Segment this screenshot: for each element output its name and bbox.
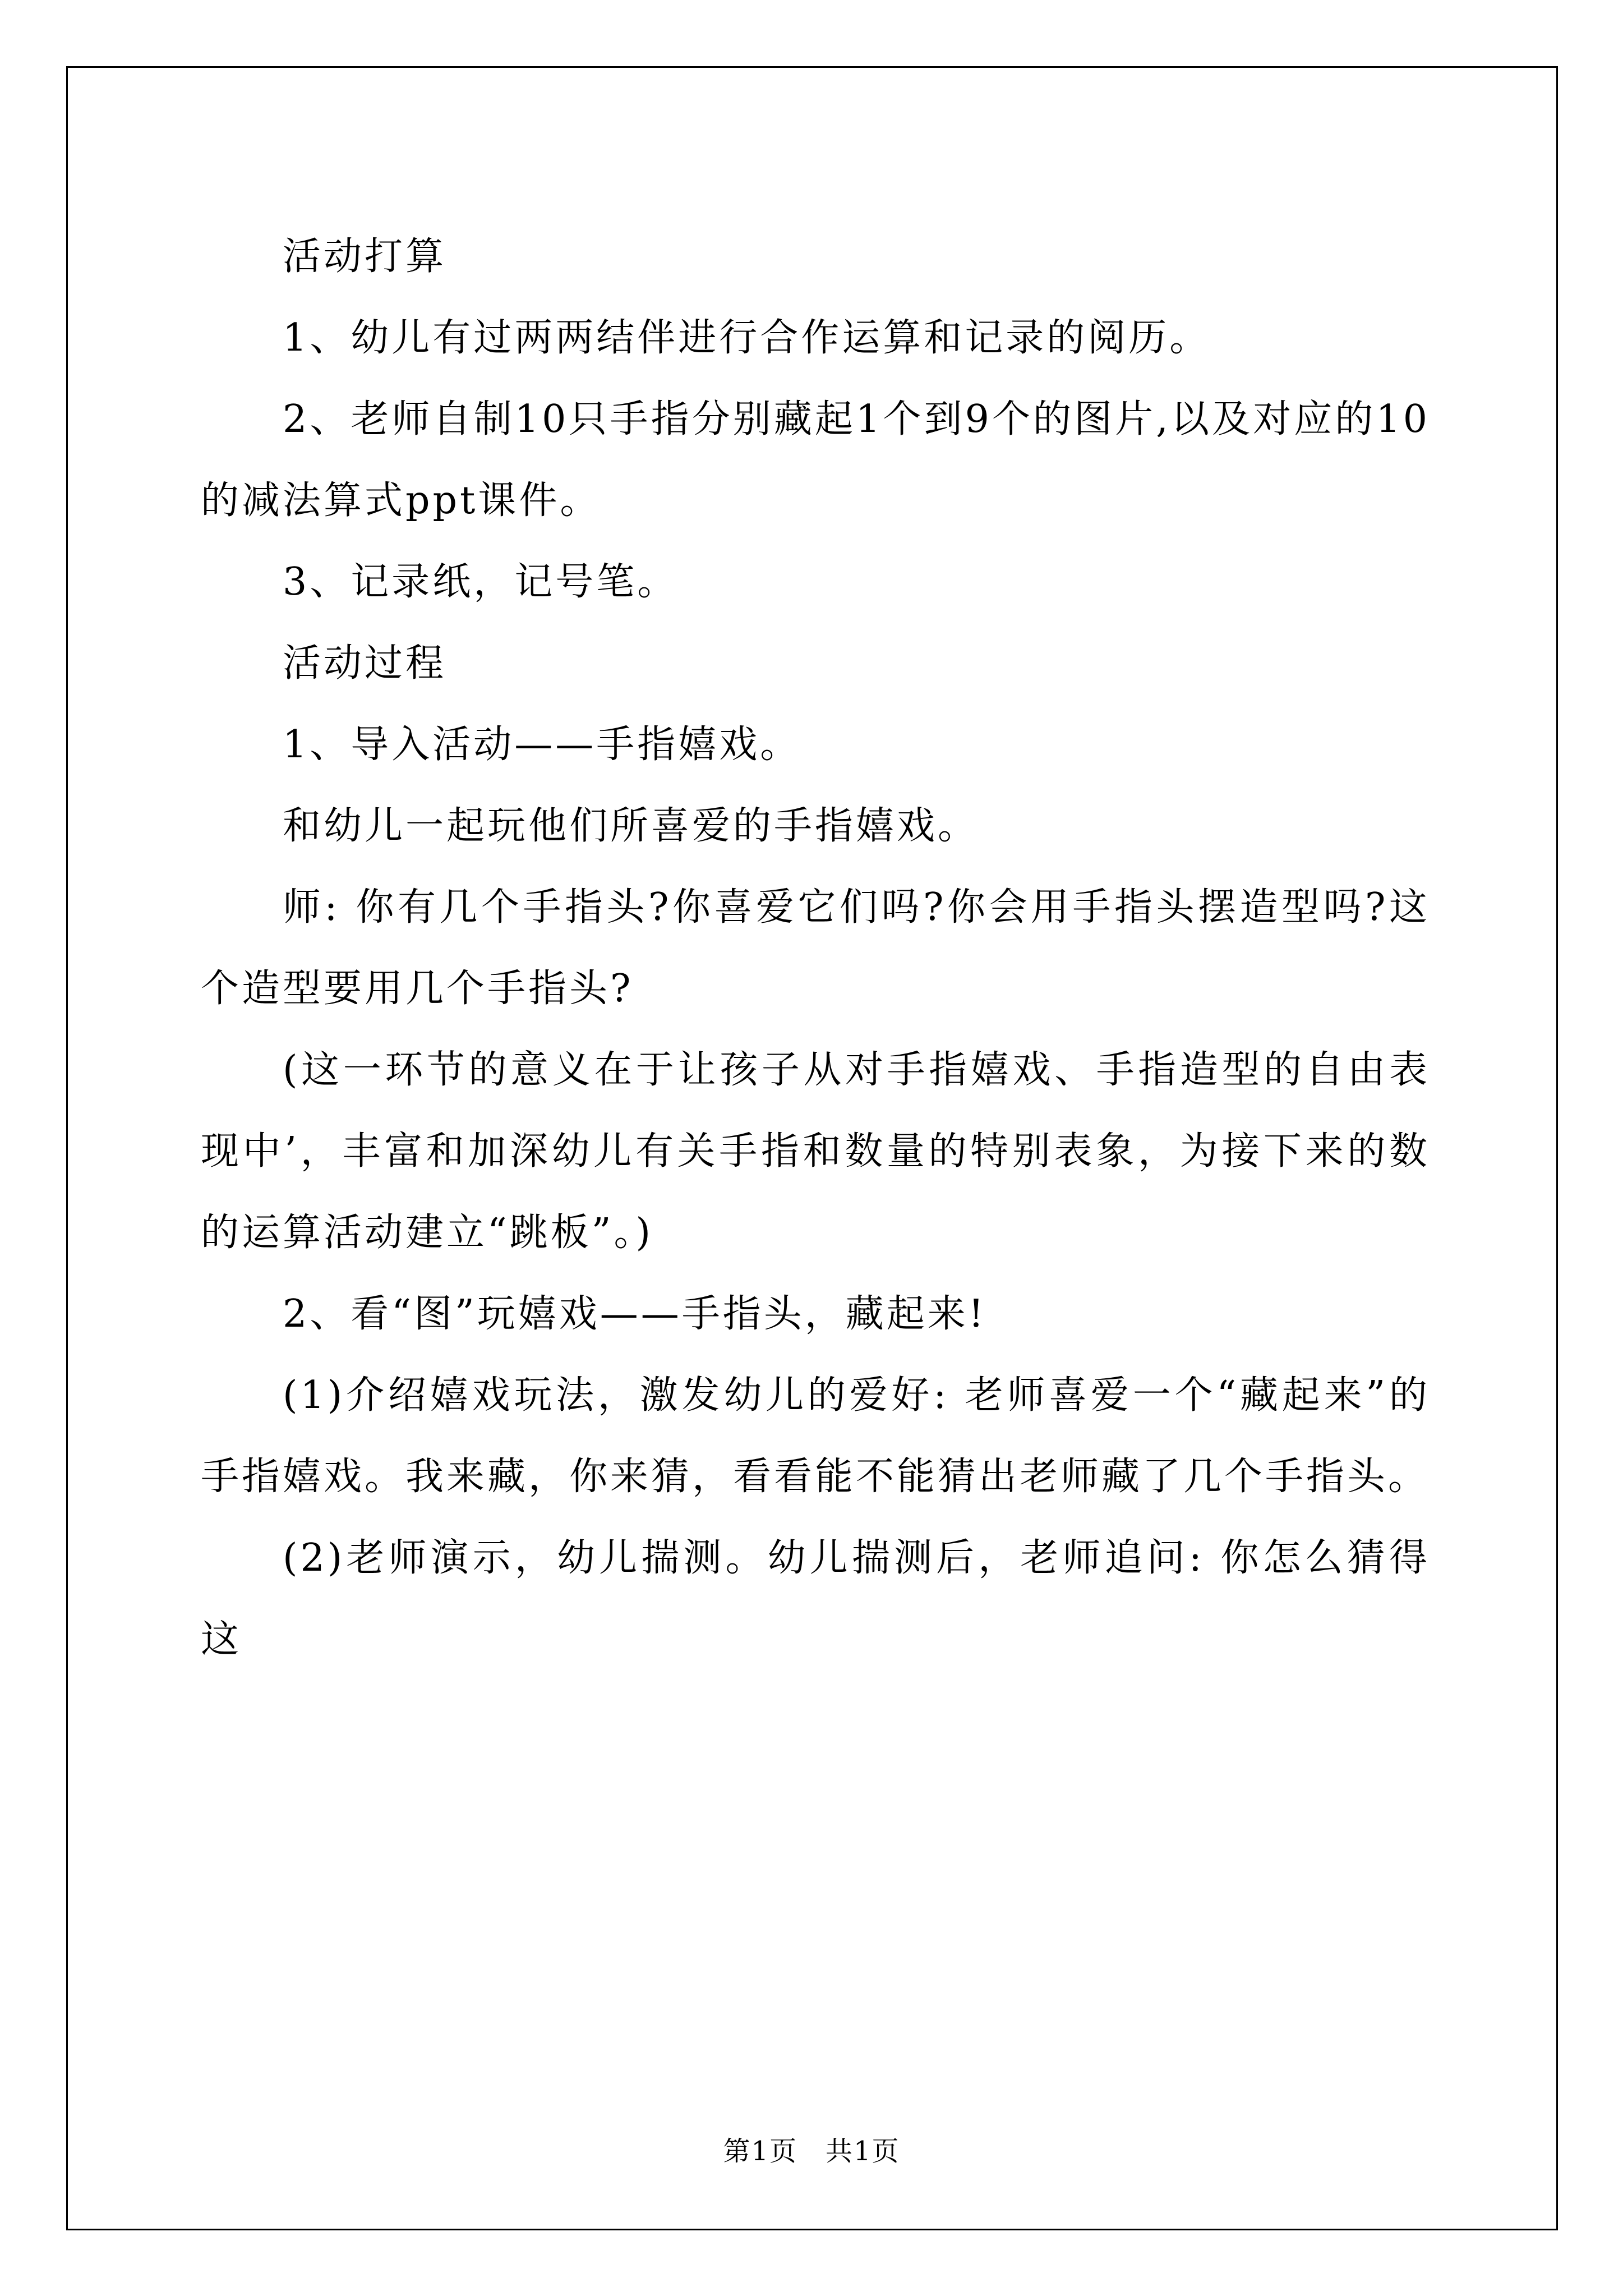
paragraph-item-1: 1、幼儿有过两两结伴进行合作运算和记录的阅历。 — [283, 316, 1211, 360]
paragraph-heading-preparation: 活动打算 — [283, 234, 447, 279]
paragraph-step-2-intro: (1)介绍嬉戏玩法，激发幼儿的爱好: 老师喜爱一个“藏起来”的手指嬉戏。我来藏，你来猜，看看能不能猜出老师藏了几个手指头。 — [201, 1373, 1430, 1499]
paragraph-item-3: 3、记录纸，记号笔。 — [283, 560, 679, 604]
document-body — [201, 216, 1430, 1680]
paragraph-heading-process: 活动过程 — [283, 641, 447, 685]
paragraph-teacher-question: 师: 你有几个手指头?你喜爱它们吗?你会用手指头摆造型吗?这个造型要用几个手指头? — [201, 885, 1430, 1011]
paragraph-step-1: 1、导入活动——手指嬉戏。 — [283, 723, 801, 767]
paragraph-step-1-detail: 和幼儿一起玩他们所喜爱的手指嬉戏。 — [283, 804, 979, 848]
paragraph-step-2-demo: (2)老师演示，幼儿揣测。幼儿揣测后，老师追问: 你怎么猜得这 — [201, 1536, 1430, 1662]
paragraph-note: (这一环节的意义在于让孩子从对手指嬉戏、手指造型的自由表现中’，丰富和加深幼儿有关手指和数量的特别表象，为接下来的数的运算活动建立“跳板”。) — [201, 1048, 1430, 1255]
page-number-footer: 第1页 共1页 — [723, 2136, 900, 2167]
paragraph-step-2: 2、看“图”玩嬉戏——手指头，藏起来! — [283, 1292, 987, 1336]
paragraph-item-2: 2、老师自制10只手指分别藏起1个到9个的图片,以及对应的10的减法算式ppt课件。 — [201, 397, 1430, 523]
